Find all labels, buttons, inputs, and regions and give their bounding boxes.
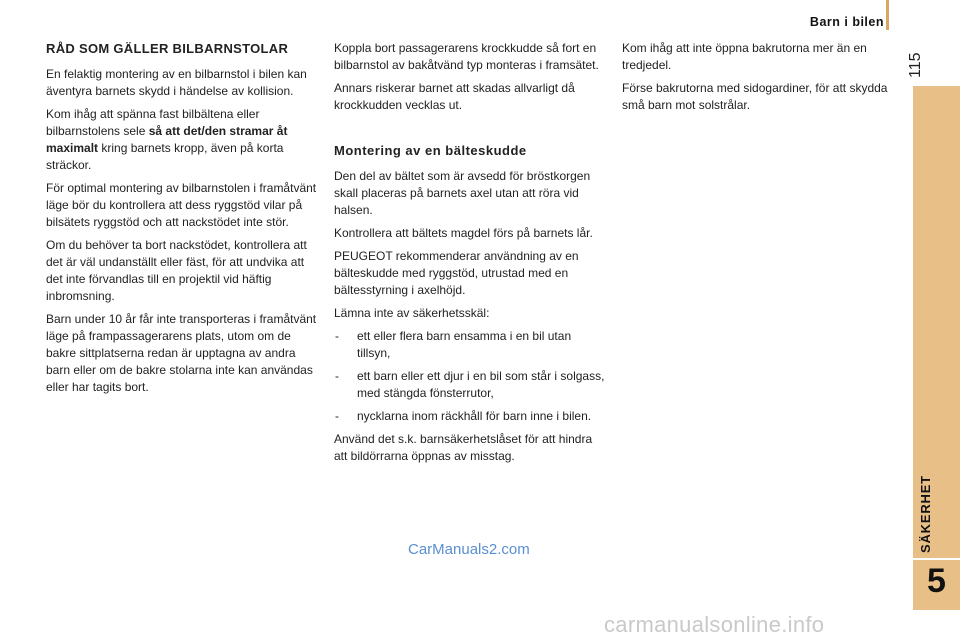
page-number: 115 xyxy=(907,52,924,78)
paragraph: Koppla bort passagerarens krockkudde så fort en bilbarnstol av bakåtvänd typ monteras i framsätet. xyxy=(334,41,599,72)
list-item-text: ett eller flera barn ensamma i en bil utan tillsyn, xyxy=(357,329,572,360)
page-number-box xyxy=(905,42,935,82)
dash-bullet: - xyxy=(335,409,339,423)
paragraph: En felaktig montering av en bilbarnstol i bilen kan äventyra barnets skydd i händelse av kollision. xyxy=(46,67,307,98)
paragraph: Förse bakrutorna med sidogardiner, för att skydda små barn mot solstrålar. xyxy=(622,81,888,112)
paragraph: För optimal montering av bilbarnstolen i framåtvänt läge bör du kontrollera att dess ryggstöd vilar på bilsätets ryggstöd och att nackstödet inte stör. xyxy=(46,181,317,229)
paragraph: PEUGEOT rekommenderar användning av en bälteskudde med ryggstöd, utrustad med en bältesstyrning i axelhöjd. xyxy=(334,249,579,297)
list-item xyxy=(334,408,606,425)
paragraph: Barn under 10 år får inte transporteras i framåtvänt läge på frampassagerarens plats, utom om de bakre sittplatserna redan är upptagna av andra barn eller om de bakre stolarna inte kan användas eller har tagits bort. xyxy=(46,312,317,394)
dash-bullet: - xyxy=(335,369,339,383)
header-rule xyxy=(886,0,889,30)
safety-list xyxy=(334,328,606,425)
list-item-text: nycklarna inom räckhåll för barn inne i bilen. xyxy=(357,409,592,423)
list-item-text: ett barn eller ett djur i en bil som står i solgass, med stängda fönsterrutor, xyxy=(357,369,605,400)
heading-child-seat-advice: RÅD SOM GÄLLER BILBARNSTOLAR xyxy=(46,41,289,56)
watermark-footer: carmanualsonline.info xyxy=(604,612,825,637)
chapter-number: 5 xyxy=(927,562,946,600)
paragraph-belt-tightening xyxy=(46,106,318,174)
section-title: Barn i bilen xyxy=(809,15,884,29)
list-item xyxy=(334,328,606,362)
paragraph: Annars riskerar barnet att skadas allvarligt då krockkudden vecklas ut. xyxy=(334,81,575,112)
dash-bullet: - xyxy=(335,329,339,343)
paragraph: Kom ihåg att inte öppna bakrutorna mer än en tredjedel. xyxy=(622,41,867,72)
bold-text: så att det/den stramar åt maximalt xyxy=(46,124,288,155)
paragraph: Om du behöver ta bort nackstödet, kontrollera att det är väl undanställt eller fäst, för att undvika att det inte förvandlas till en projektil vid häftig inbromsning. xyxy=(46,238,307,303)
list-item xyxy=(334,368,606,402)
heading-booster-cushion: Montering av en bälteskudde xyxy=(334,143,527,158)
column-middle xyxy=(334,40,606,471)
column-left xyxy=(46,40,318,402)
chapter-tab-label: SÄKERHET xyxy=(918,475,933,553)
paragraph: Använd det s.k. barnsäkerhetslåset för att hindra att bildörrarna öppnas av misstag. xyxy=(334,432,593,463)
paragraph: Den del av bältet som är avsedd för bröstkorgen skall placeras på barnets axel utan att röra vid halsen. xyxy=(334,169,591,217)
watermark-link[interactable]: CarManuals2.com xyxy=(408,541,530,558)
paragraph: Kontrollera att bältets magdel förs på barnets lår. xyxy=(334,226,593,240)
text: Kom ihåg att spänna fast bilbältena eller bilbarnstolens sele xyxy=(46,107,260,138)
column-right xyxy=(622,40,894,120)
paragraph: Lämna inte av säkerhetsskäl: xyxy=(334,306,490,320)
text: kring barnets kropp, även på korta sträckor. xyxy=(46,141,284,172)
